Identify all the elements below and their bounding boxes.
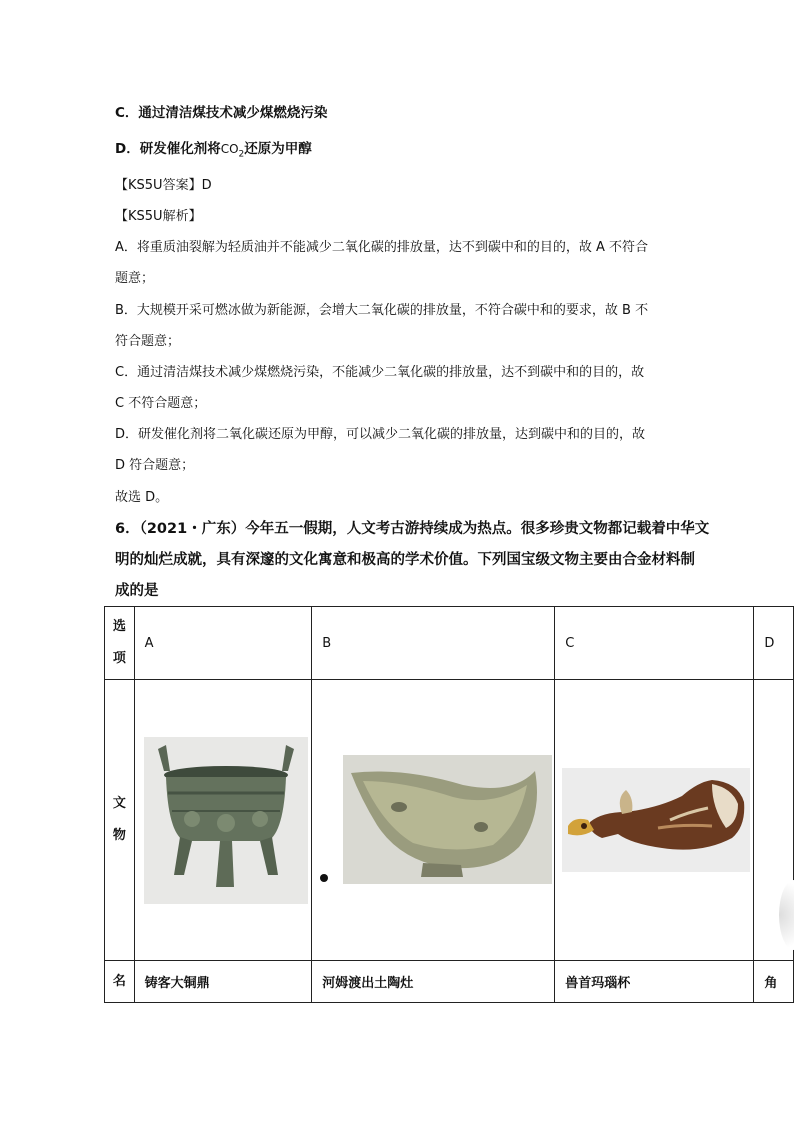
option-b: B	[312, 607, 555, 680]
names-header: 名	[105, 961, 135, 1003]
analysis-b-line2: 符合题意；	[115, 334, 181, 349]
option-d: D	[754, 607, 794, 680]
agate-cup-image	[562, 768, 750, 872]
list-bullet	[320, 874, 328, 882]
option-c: C	[555, 607, 754, 680]
bronze-ding-image	[144, 737, 308, 904]
analysis-c-line1: C．通过清洁煤技术减少煤燃烧污染，不能减少二氧化碳的排放量，达不到碳中和的目的，故	[115, 365, 645, 380]
names-row	[105, 961, 794, 1003]
pottery-stove-image	[343, 755, 552, 884]
option-a: A	[134, 607, 312, 680]
question-6-line1: 6．（2021・广东）今年五一假期，人文考古游持续成为热点。很多珍贵文物都记载着中华文	[115, 521, 710, 537]
relic-b-cell	[312, 680, 555, 961]
answer-line: 【KS5U答案】D	[115, 178, 212, 193]
analysis-b-line1: B．大规模开采可燃冰做为新能源，会增大二氧化碳的排放量，不符合碳中和的要求，故 B 不	[115, 303, 649, 318]
relic-a-cell	[134, 680, 312, 961]
relics-row	[105, 680, 794, 961]
relic-a-name: 铸客大铜鼎	[134, 961, 312, 1003]
question-6-line3: 成的是	[115, 583, 159, 599]
option-c-line: C．通过清洁煤技术减少煤燃烧污染	[115, 105, 328, 121]
relic-c-name: 兽首玛瑙杯	[555, 961, 754, 1003]
options-header	[105, 607, 135, 680]
option-d-suffix: 还原为甲醇	[244, 141, 312, 157]
question-6-line2: 明的灿烂成就，具有深邃的文化寓意和极高的学术价值。下列国宝级文物主要由合金材料制	[115, 552, 695, 568]
options-header-char-1: 选	[112, 619, 126, 634]
relics-header	[105, 680, 135, 961]
options-header-char-2: 项	[112, 651, 126, 666]
relic-c-cell	[555, 680, 754, 961]
analysis-c-line2: C 不符合题意；	[115, 396, 207, 411]
relics-table	[104, 606, 794, 1003]
options-row	[105, 607, 794, 680]
co2-formula: CO	[220, 142, 239, 156]
co2-subscript: 2	[238, 149, 245, 160]
analysis-a-line2: 题意；	[115, 271, 155, 286]
analysis-heading: 【KS5U解析】	[115, 209, 202, 224]
relics-header-char-2: 物	[112, 828, 126, 843]
conclusion-line: 故选 D。	[115, 490, 169, 505]
analysis-d-line1: D．研发催化剂将二氧化碳还原为甲醇，可以减少二氧化碳的排放量，达到碳中和的目的，故	[115, 427, 646, 442]
analysis-d-line2: D 符合题意；	[115, 458, 195, 473]
relic-d-name: 角	[754, 961, 794, 1003]
option-d-line	[115, 141, 312, 163]
analysis-a-line1: A．将重质油裂解为轻质油并不能减少二氧化碳的排放量，达不到碳中和的目的，故 A 不符合	[115, 240, 649, 255]
option-d-prefix: D．研发催化剂将	[115, 141, 221, 157]
relics-header-char-1: 文	[112, 796, 126, 811]
relic-b-name: 河姆渡出土陶灶	[312, 961, 555, 1003]
